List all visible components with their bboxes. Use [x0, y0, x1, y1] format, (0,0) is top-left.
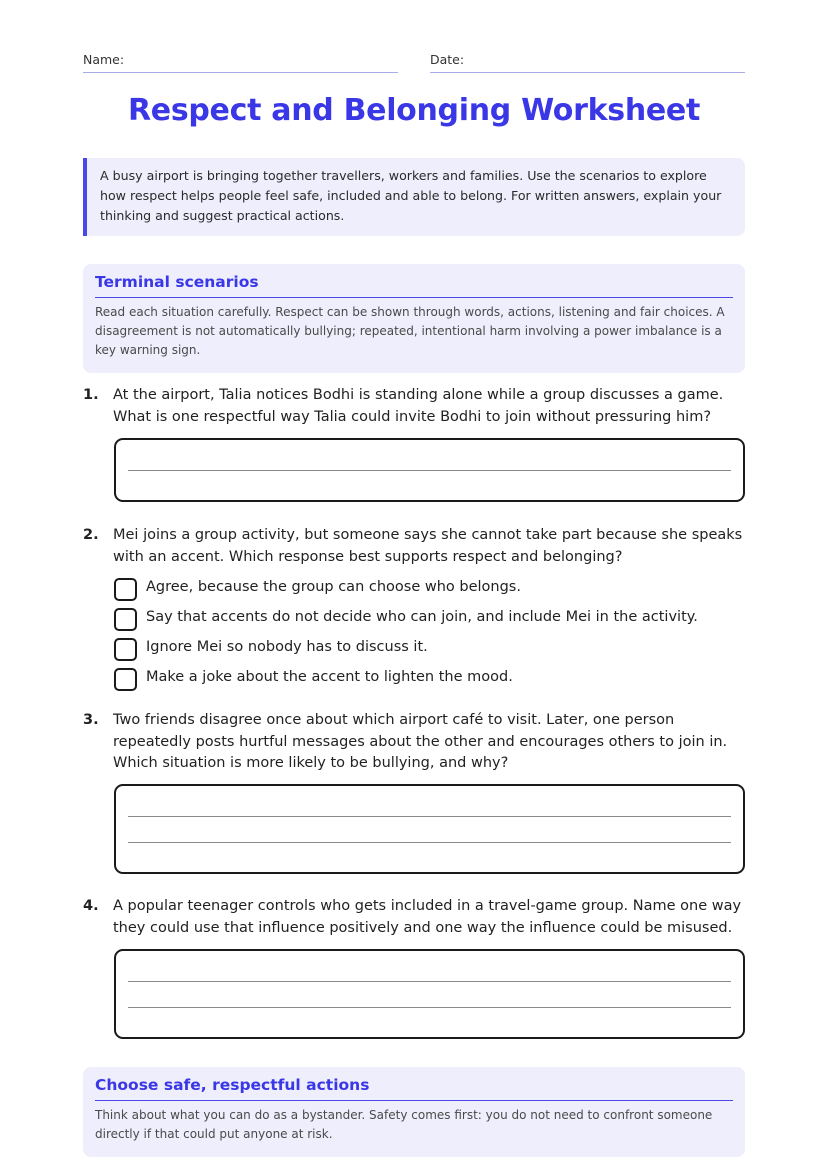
section-text: Read each situation carefully. Respect can be shown through words, actions, listening and fair choices. A disagreement is not automatically bullying; repeated, intentional harm involving a power imbalance is a key warning sign. — [95, 305, 725, 357]
option-label: Make a joke about the accent to lighten the mood. — [146, 669, 513, 685]
section-terminal-scenarios — [83, 264, 745, 373]
question-4 — [83, 896, 748, 939]
date-field[interactable] — [430, 72, 745, 73]
question-text: Mei joins a group activity, but someone says she cannot take part because she speaks with an accent. Which response best supports respect and belonging? — [113, 527, 743, 565]
question-text: At the airport, Talia notices Bodhi is standing alone while a group discusses a game. What is one respectful way Talia could invite Bodhi to join without pressuring him? — [113, 387, 724, 425]
name-label: Name: — [83, 52, 125, 67]
checkbox[interactable] — [114, 668, 137, 691]
page-title: Respect and Belonging Worksheet — [127, 93, 701, 128]
question-text: A popular teenager controls who gets included in a travel-game group. Name one way they could use that influence positively and one way the influence could be misused. — [113, 898, 742, 936]
intro-callout: A busy airport is bringing together travellers, workers and families. Use the scenarios to explore how respect helps people feel safe, included and able to belong. For written answers, explain your thinking and suggest practical actions. — [83, 158, 745, 236]
name-field[interactable] — [83, 72, 398, 73]
section-heading: Terminal scenarios — [95, 273, 733, 298]
section-text: Think about what you can do as a bystander. Safety comes first: you do not need to confront someone directly if that could put anyone at risk. — [95, 1108, 713, 1141]
answer-line — [128, 981, 731, 982]
checkbox[interactable] — [114, 608, 137, 631]
answer-line — [128, 816, 731, 817]
question-number: 4. — [83, 898, 99, 914]
section-heading: Choose safe, respectful actions — [95, 1076, 733, 1101]
question-text: Two friends disagree once about which airport café to visit. Later, one person repeatedly posts hurtful messages about the other and encourages others to join in. Which situation is more likely to be bullying, and why? — [113, 712, 728, 771]
answer-line — [128, 470, 731, 471]
answer-box-3[interactable] — [114, 784, 745, 874]
checkbox[interactable] — [114, 578, 137, 601]
answer-line — [128, 842, 731, 843]
question-2 — [83, 525, 748, 568]
date-label: Date: — [430, 52, 465, 67]
question-1 — [83, 385, 748, 428]
question-number: 1. — [83, 387, 99, 403]
option-label: Say that accents do not decide who can join, and include Mei in the activity. — [146, 609, 698, 625]
question-number: 2. — [83, 527, 99, 543]
question-3 — [83, 710, 748, 775]
answer-box-4[interactable] — [114, 949, 745, 1039]
option-label: Ignore Mei so nobody has to discuss it. — [146, 639, 428, 655]
answer-box-1[interactable] — [114, 438, 745, 502]
option-label: Agree, because the group can choose who belongs. — [146, 579, 521, 595]
checkbox[interactable] — [114, 638, 137, 661]
section-safe-actions — [83, 1067, 745, 1157]
answer-line — [128, 1007, 731, 1008]
question-number: 3. — [83, 712, 99, 728]
